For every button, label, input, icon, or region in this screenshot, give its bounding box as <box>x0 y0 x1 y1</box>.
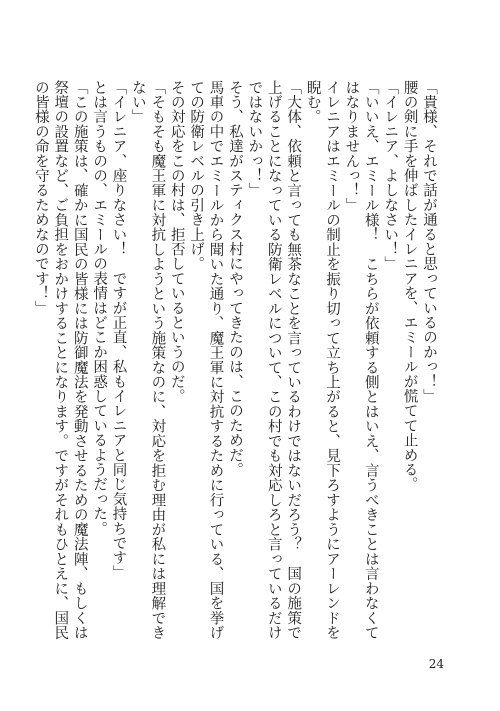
page-number: 24 <box>428 657 444 671</box>
text-line-10: 「そもそも魔王軍に対抗しようという施策なのに、対応を拒む理由が私には理解できない」 <box>129 80 166 640</box>
text-line-9: その対応をこの村は、拒否しているというのだ。 <box>168 80 185 404</box>
text-line-4: 「いいえ、エミール様！ こちらが依頼する側とはいえ、言うべきことは言わなくてはなりませんっ！」 <box>343 80 379 640</box>
text-line-11: 「イレニア、座りなさい！ ですが正直、私もイレニアと同じ気持ちです」 <box>110 80 127 580</box>
text-line-8: 馬車の中でエミールから聞いた通り、魔王軍に対抗するために行っている、国を挙げての防衛レベルの引き上げ。 <box>188 80 224 640</box>
text-line-7: そう、私達がスティクス村にやってきたのは、このためだ。 <box>226 80 243 477</box>
text-line-5: イレニアはエミールの制止を振り切って立ち上がると、見下ろすようにアーレンドを睨む。 <box>304 80 340 640</box>
text-line-3: 「イレニア、よしなさい！」 <box>382 80 399 272</box>
text-line-1: 「貴様、それで話が通ると思っているのかっ！」 <box>421 80 437 404</box>
text-line-6: 「大体、依頼と言っても無茶なことを言っているわけではないだろう？ 国の施策で上げることになっている防衛レベルについて、この村でも対応しろと言っているだけではないかっ！」 <box>246 80 302 640</box>
text-line-13: 「この施策は、確かに国民の皆様には防御魔法を発動させるための魔法陣、もしくは祭壇の設置など、ご負担をおかけすることになります。ですがそれもひとえに、国民の皆様の命を守るためなのです！」 <box>32 80 88 640</box>
text-line-12: とは言うものの、エミールの表情はどこか困惑しているようだった。 <box>91 80 108 536</box>
body-text <box>32 80 438 640</box>
text-line-2: 腰の剣に手を伸ばしたイレニアを、エミールが慌てて止める。 <box>401 80 418 492</box>
